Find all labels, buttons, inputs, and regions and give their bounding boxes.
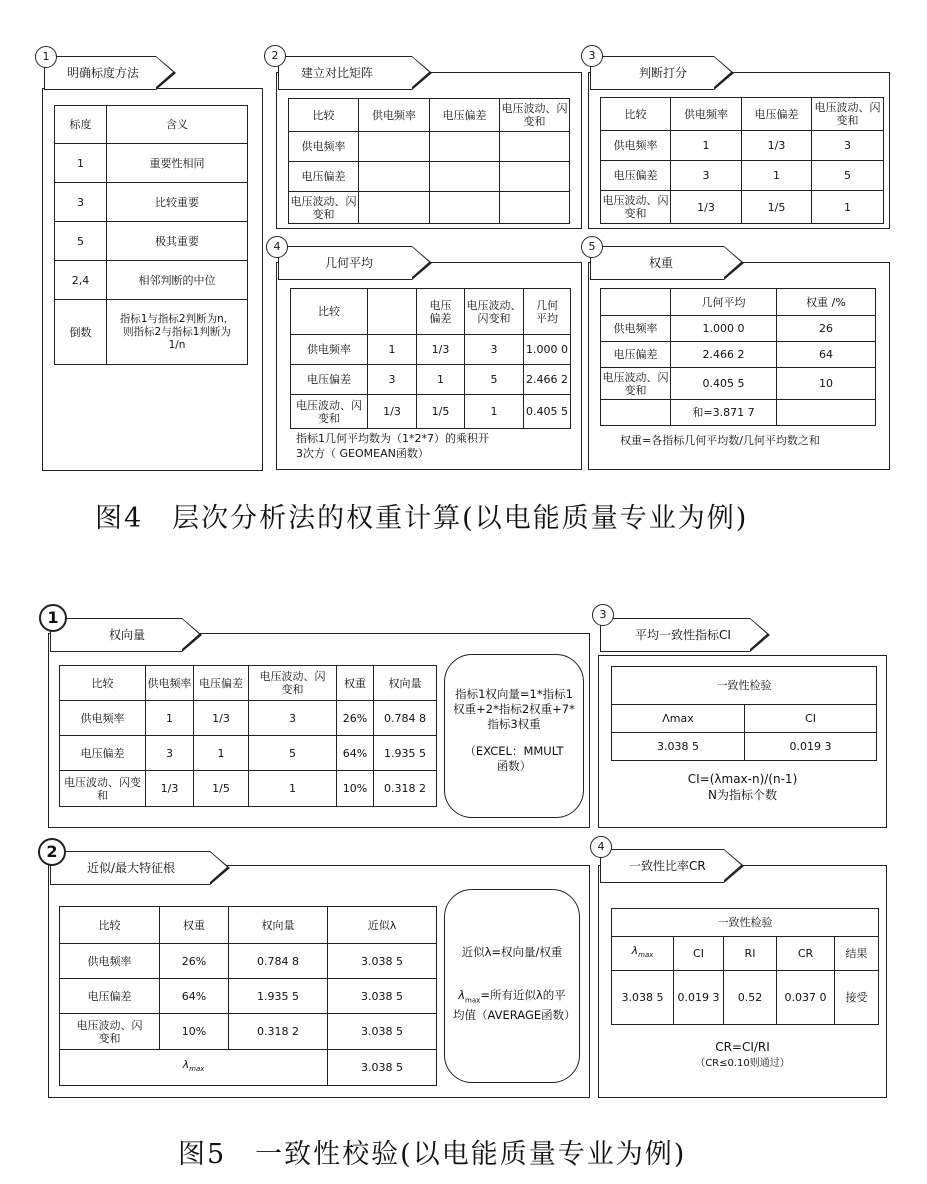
p3-cell: 0.019 3 [745, 733, 877, 761]
p2-title: 近似/最大特征根 [87, 861, 176, 875]
s3-cell: 1 [671, 131, 742, 161]
p1-cell: 5 [249, 736, 337, 771]
s1-cell: 比较重要 [107, 183, 248, 222]
s4-note-line2: 3次方（ GEOMEAN函数） [296, 447, 429, 460]
s5-title: 权重 [649, 256, 674, 270]
s2-title-tag [278, 56, 412, 90]
figure-5-caption: 图5 一致性校验(以电能质量专业为例) [178, 1139, 687, 1170]
p1-header-cell: 电压偏差 [194, 666, 249, 701]
p1-cell: 1/3 [194, 701, 249, 736]
p4-header-cell: RI [724, 937, 777, 971]
s1-cell: 2,4 [55, 261, 107, 300]
p4-cell: 0.019 3 [674, 971, 724, 1025]
p1-title: 权向量 [109, 628, 146, 642]
p3-table-title: 一致性检验 [612, 667, 877, 705]
s4-cell: 0.405 5 [524, 395, 571, 429]
p4-header-cell: CR [777, 937, 835, 971]
s4-cell: 供电频率 [291, 335, 368, 365]
p4-header-cell: CI [674, 937, 724, 971]
s5-cell: 26 [777, 316, 876, 342]
s3-cell: 3 [812, 131, 884, 161]
s2-title: 建立对比矩阵 [301, 66, 374, 80]
s2-matrix-table [288, 98, 570, 224]
s4-step-number: 4 [266, 236, 288, 258]
s2-cell [359, 132, 430, 162]
p2-title-tag [50, 851, 210, 885]
p2-cell: 26% [160, 944, 229, 979]
p2-lmax-symbol: λ [182, 1058, 190, 1072]
s2-cell [359, 162, 430, 192]
p2-lmax-subscript: max [189, 1065, 205, 1074]
p1-header-cell: 比较 [60, 666, 146, 701]
s3-cell: 3 [671, 161, 742, 191]
s1-cell: 指标1与指标2判断为n，则指标2与指标1判断为1/n [107, 300, 248, 365]
s4-title: 几何平均 [325, 256, 374, 270]
s3-header-cell: 比较 [601, 98, 671, 131]
s1-header-cell: 标度 [55, 106, 107, 144]
p3-header-cell: CI [745, 705, 877, 733]
s5-cell: 1.000 0 [671, 316, 777, 342]
figure-4-caption: 图4 层次分析法的权重计算(以电能质量专业为例) [95, 503, 749, 534]
p3-formula: CI=(λmax-n)/(n-1) [687, 772, 798, 786]
s2-header-cell: 电压偏差 [430, 99, 500, 132]
p2-step-number: 2 [38, 838, 66, 866]
p2-lmax-value: 3.038 5 [328, 1050, 437, 1086]
p1-bubble-text: 指标1权向量=1*指标1权重+2*指标2权重+7*指标3权重 [453, 687, 575, 731]
p1-cell: 1/5 [194, 771, 249, 807]
s4-cell: 3 [465, 335, 524, 365]
s2-header-cell: 供电频率 [359, 99, 430, 132]
s2-cell [430, 192, 500, 224]
s2-row-label: 电压波动、闪变和 [289, 192, 359, 224]
s4-header-cell: 几何平均 [524, 289, 571, 335]
p2-formula-bubble [444, 889, 580, 1083]
p4-cell: 0.52 [724, 971, 777, 1025]
s4-cell: 1/3 [368, 395, 417, 429]
p4-table-title: 一致性检验 [612, 909, 879, 937]
p1-cell: 3 [146, 736, 194, 771]
p4-header-cell: 结果 [835, 937, 879, 971]
s2-cell [500, 132, 570, 162]
s5-cell: 供电频率 [601, 316, 671, 342]
p1-step-number: 1 [39, 604, 67, 632]
s4-cell: 3 [368, 365, 417, 395]
s2-cell [359, 192, 430, 224]
s3-cell: 1/5 [742, 191, 812, 224]
s4-cell: 1 [417, 365, 465, 395]
s1-step-number: 1 [35, 46, 57, 68]
s4-cell: 1 [368, 335, 417, 365]
p2-cell: 10% [160, 1014, 229, 1050]
p1-cell: 26% [337, 701, 374, 736]
p2-cell: 1.935 5 [229, 979, 328, 1014]
p1-weight-vector-table [59, 665, 437, 807]
p1-cell: 1.935 5 [374, 736, 437, 771]
s1-cell: 3 [55, 183, 107, 222]
p1-header-cell: 权重 [337, 666, 374, 701]
s2-step-number: 2 [264, 45, 286, 67]
s1-cell: 极其重要 [107, 222, 248, 261]
p3-step-number: 3 [592, 604, 614, 626]
p1-cell: 1/3 [146, 771, 194, 807]
p2-cell: 电压波动、闪变和 [60, 1014, 160, 1050]
p3-title-tag [600, 618, 750, 652]
s4-title-tag [278, 246, 412, 280]
p3-cell: 3.038 5 [612, 733, 745, 761]
p4-lmax-subscript: max [638, 951, 654, 960]
p4-formula: CR=CI/RI [715, 1040, 770, 1054]
s1-cell: 5 [55, 222, 107, 261]
p1-cell: 电压偏差 [60, 736, 146, 771]
s2-header-cell: 比较 [289, 99, 359, 132]
p1-cell: 10% [337, 771, 374, 807]
p2-eigen-table [59, 906, 437, 1086]
s4-cell: 5 [465, 365, 524, 395]
p1-header-cell: 权向量 [374, 666, 437, 701]
p1-cell: 电压波动、闪变和 [60, 771, 146, 807]
s1-scale-table [54, 105, 248, 365]
s2-header-cell: 电压波动、闪变和 [500, 99, 570, 132]
s3-title: 判断打分 [639, 66, 688, 80]
p1-cell: 0.784 8 [374, 701, 437, 736]
p1-title-tag [50, 618, 182, 652]
s5-cell [601, 400, 671, 426]
p2-bubble-lmax-sub: max [465, 996, 481, 1005]
s5-header-cell [601, 289, 671, 316]
s5-step-number: 5 [581, 236, 603, 258]
p1-cell: 供电频率 [60, 701, 146, 736]
p4-step-number: 4 [590, 836, 612, 858]
s5-cell: 电压波动、闪变和 [601, 368, 671, 400]
s1-cell: 重要性相同 [107, 144, 248, 183]
s3-cell: 电压波动、闪变和 [601, 191, 671, 224]
p3-ci-table [611, 666, 877, 761]
s5-sum-cell: 和=3.871 7 [671, 400, 777, 426]
s5-cell [777, 400, 876, 426]
p1-header-cell: 电压波动、闪变和 [249, 666, 337, 701]
p2-lmax-label-cell [60, 1050, 328, 1086]
s3-step-number: 3 [581, 45, 603, 67]
s4-note-line1: 指标1几何平均数为（1*2*7）的乘积开 [296, 432, 489, 445]
p2-header-cell: 近似λ [328, 907, 437, 944]
p2-header-cell: 权重 [160, 907, 229, 944]
s3-cell: 1 [812, 191, 884, 224]
p1-cell: 1 [249, 771, 337, 807]
s3-cell: 5 [812, 161, 884, 191]
s1-title-tag [44, 56, 156, 90]
s4-cell: 1.000 0 [524, 335, 571, 365]
s3-header-cell: 供电频率 [671, 98, 742, 131]
s1-title: 明确标度方法 [67, 66, 140, 80]
s3-cell: 电压偏差 [601, 161, 671, 191]
p1-bubble-function: （EXCEL：MMULT函数） [464, 744, 564, 773]
s2-cell [430, 132, 500, 162]
p1-cell: 1 [194, 736, 249, 771]
p2-bubble-lmax: λ [458, 988, 466, 1002]
s5-cell: 电压偏差 [601, 342, 671, 368]
p4-cell: 0.037 0 [777, 971, 835, 1025]
s4-cell: 1/3 [417, 335, 465, 365]
p1-cell: 1 [146, 701, 194, 736]
p4-title: 一致性比率CR [629, 859, 706, 873]
s2-cell [430, 162, 500, 192]
s3-cell: 1 [742, 161, 812, 191]
p1-header-cell: 供电频率 [146, 666, 194, 701]
s3-score-table [600, 97, 884, 224]
p2-header-cell: 比较 [60, 907, 160, 944]
s4-cell: 电压偏差 [291, 365, 368, 395]
s4-cell: 电压波动、闪变和 [291, 395, 368, 429]
p1-cell: 3 [249, 701, 337, 736]
s2-row-label: 供电频率 [289, 132, 359, 162]
s3-header-cell: 电压偏差 [742, 98, 812, 131]
s5-header-cell: 几何平均 [671, 289, 777, 316]
p4-result-cell: 接受 [835, 971, 879, 1025]
s4-header-cell: 电压波动、闪变和 [465, 289, 524, 335]
p2-bubble-text2 [445, 988, 579, 1023]
p4-lmax-symbol: λ [631, 944, 639, 958]
p2-bubble-rest: =所有近似λ的平均值（AVERAGE函数） [453, 988, 576, 1023]
p1-cell: 0.318 2 [374, 771, 437, 807]
p2-cell: 电压偏差 [60, 979, 160, 1014]
s5-cell: 0.405 5 [671, 368, 777, 400]
s5-note: 权重=各指标几何平均数/几何平均数之和 [620, 434, 820, 447]
s3-header-cell: 电压波动、闪变和 [812, 98, 884, 131]
p2-cell: 3.038 5 [328, 944, 437, 979]
s4-cell: 2.466 2 [524, 365, 571, 395]
s1-header-cell: 含义 [107, 106, 248, 144]
p3-title: 平均一致性指标CI [635, 628, 731, 642]
s2-cell [500, 192, 570, 224]
s4-cell: 1/5 [417, 395, 465, 429]
p3-formula-note: N为指标个数 [708, 788, 777, 802]
s5-header-cell: 权重 /% [777, 289, 876, 316]
s2-row-label: 电压偏差 [289, 162, 359, 192]
p2-cell: 3.038 5 [328, 1014, 437, 1050]
s3-cell: 1/3 [671, 191, 742, 224]
s3-cell: 1/3 [742, 131, 812, 161]
p2-bubble-text1: 近似λ=权向量/权重 [461, 945, 563, 959]
p4-formula-note: （CR≤0.10则通过） [695, 1058, 790, 1069]
s3-cell: 供电频率 [601, 131, 671, 161]
p1-cell: 64% [337, 736, 374, 771]
s5-title-tag [590, 246, 724, 280]
p1-formula-bubble [444, 654, 584, 818]
s4-geomean-table [290, 288, 571, 429]
p2-cell: 供电频率 [60, 944, 160, 979]
p4-title-tag [600, 849, 724, 883]
p4-cr-table [611, 908, 879, 1025]
s3-title-tag [590, 56, 714, 90]
s5-weight-table [600, 288, 876, 426]
s4-cell: 1 [465, 395, 524, 429]
p2-cell: 64% [160, 979, 229, 1014]
s4-header-cell [368, 289, 417, 335]
p2-cell: 0.784 8 [229, 944, 328, 979]
s4-header-cell: 比较 [291, 289, 368, 335]
p2-cell: 0.318 2 [229, 1014, 328, 1050]
s4-header-cell: 电压偏差 [417, 289, 465, 335]
s1-cell: 1 [55, 144, 107, 183]
p3-header-cell: Λmax [612, 705, 745, 733]
s5-cell: 10 [777, 368, 876, 400]
p4-header-lmax [612, 937, 674, 971]
s2-cell [500, 162, 570, 192]
p2-cell: 3.038 5 [328, 979, 437, 1014]
s1-cell: 相邻判断的中位 [107, 261, 248, 300]
s5-cell: 2.466 2 [671, 342, 777, 368]
p2-header-cell: 权向量 [229, 907, 328, 944]
s1-cell: 倒数 [55, 300, 107, 365]
p4-cell: 3.038 5 [612, 971, 674, 1025]
s5-cell: 64 [777, 342, 876, 368]
